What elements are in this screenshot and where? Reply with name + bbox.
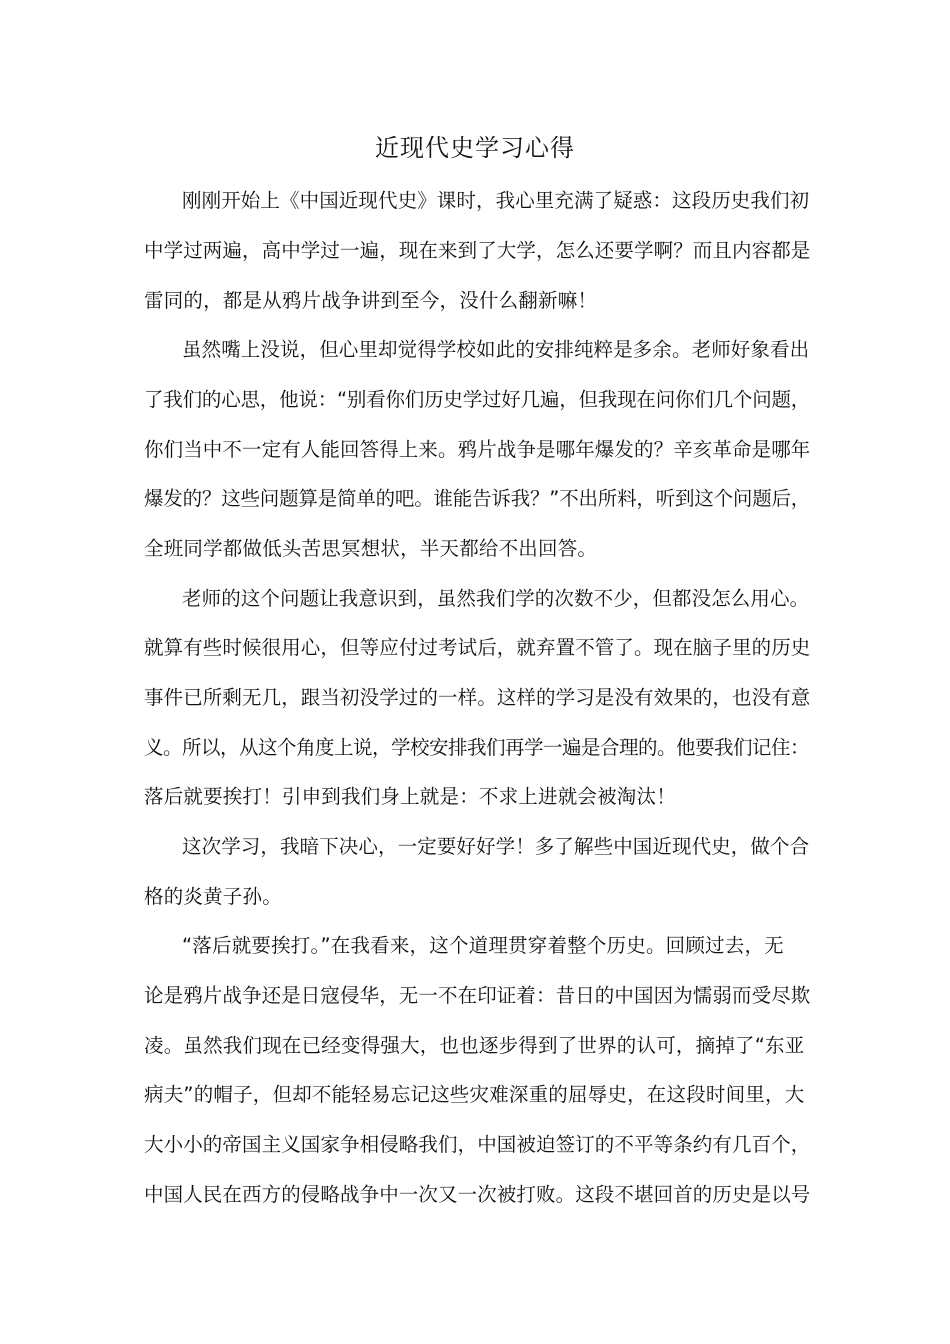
paragraph-line: 全班同学都做低头苦思冥想状，半天都给不出回答。 <box>144 537 598 560</box>
paragraph-line: 义。所以，从这个角度上说，学校安排我们再学一遍是合理的。他要我们记住： <box>144 736 810 759</box>
paragraph-line: 中国人民在西方的侵略战争中一次又一次被打败。这段不堪回首的历史是以号 <box>144 1183 811 1206</box>
paragraph-line: 刚刚开始上《中国近现代史》课时，我心里充满了疑惑：这段历史我们初 <box>182 189 810 212</box>
paragraph-line: 大小小的帝国主义国家争相侵略我们，中国被迫签订的不平等条约有几百个， <box>144 1133 811 1156</box>
paragraph-line: 凌。虽然我们现在已经变得强大，也也逐步得到了世界的认可，摘掉了“东亚 <box>144 1034 805 1057</box>
paragraph-line: 雷同的，都是从鸦片战争讲到至今，没什么翻新嘛！ <box>144 289 598 312</box>
paragraph-line: 事件已所剩无几，跟当初没学过的一样。这样的学习是没有效果的，也没有意 <box>144 686 811 709</box>
paragraph-line: 格的炎黄子孙。 <box>144 885 282 908</box>
document-title: 近现代史学习心得 <box>375 134 575 162</box>
paragraph-line: 就算有些时候很用心，但等应付过考试后，就弃置不管了。现在脑子里的历史 <box>144 636 811 659</box>
paragraph-line: 中学过两遍，高中学过一遍，现在来到了大学，怎么还要学啊？而且内容都是 <box>144 239 811 262</box>
paragraph-line: 老师的这个问题让我意识到，虽然我们学的次数不少，但都没怎么用心。 <box>182 587 810 610</box>
paragraph-line: 这次学习，我暗下决心，一定要好好学！多了解些中国近现代史，做个合 <box>182 835 810 858</box>
paragraph-line: 虽然嘴上没说，但心里却觉得学校如此的安排纯粹是多余。老师好象看出 <box>182 338 810 361</box>
paragraph-line: 论是鸦片战争还是日寇侵华，无一不在印证着：昔日的中国因为懦弱而受尽欺 <box>144 984 811 1007</box>
paragraph-line: 落后就要挨打！引申到我们身上就是：不求上进就会被淘汰！ <box>144 785 676 808</box>
paragraph-line: 爆发的？这些问题算是简单的吧。谁能告诉我？”不出所料，听到这个问题后， <box>144 487 811 510</box>
paragraph-line: “落后就要挨打。”在我看来，这个道理贯穿着整个历史。回顾过去，无 <box>182 934 784 957</box>
paragraph-line: 病夫”的帽子，但却不能轻易忘记这些灾难深重的屈辱史，在这段时间里，大 <box>144 1083 805 1106</box>
paragraph-line: 你们当中不一定有人能回答得上来。鸦片战争是哪年爆发的？辛亥革命是哪年 <box>144 438 811 461</box>
paragraph-line: 了我们的心思，他说：“别看你们历史学过好几遍，但我现在问你们几个问题， <box>144 388 811 411</box>
